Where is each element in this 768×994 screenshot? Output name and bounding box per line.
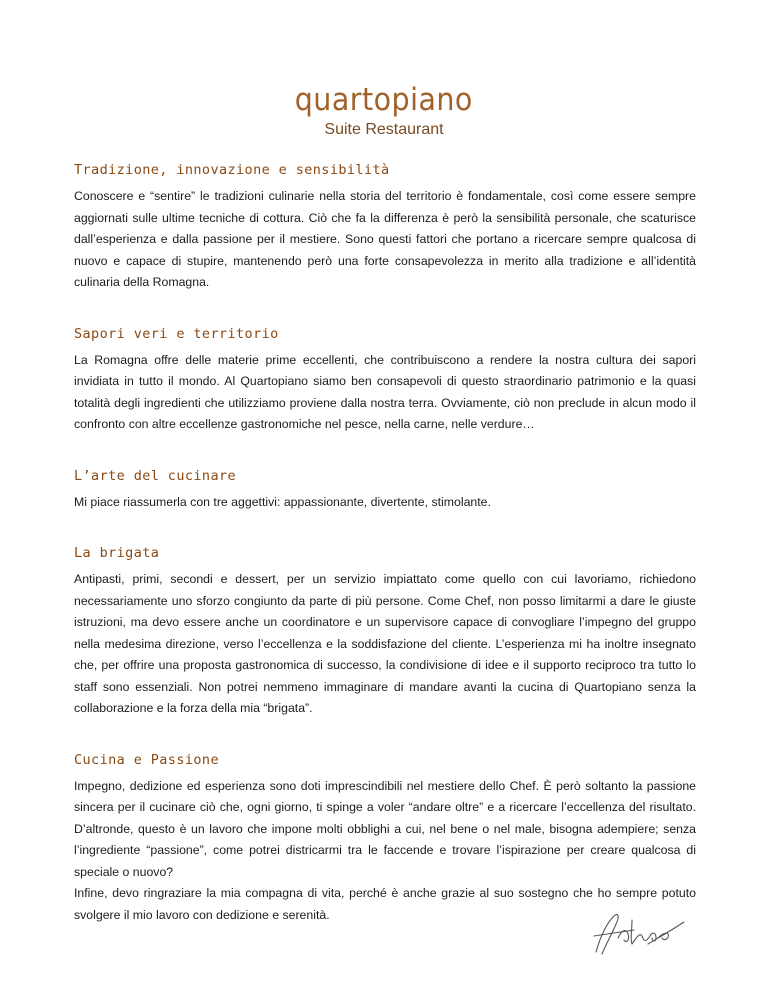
- section-brigata: [74, 543, 696, 720]
- page-header: [0, 82, 768, 140]
- logo: quartopiano: [294, 82, 474, 118]
- section-heading: Sapori veri e territorio: [74, 325, 279, 342]
- section-paragraph: Impegno, dedizione ed esperienza sono doti imprescindibili nel mestiere dello Chef. È però soltanto la passione sincera per il cucinare ciò che, ogni giorno, ti spinge a voler “andare oltre” e a ricercare l’eccellenza del risultato. D’altronde, questo è un lavoro che impone molti obblighi a cui, nel bene o nel male, bisogna adempiere; senza l’ingrediente “passione”, come potrei districarmi tra le faccende e trovare l’ispirazione per creare qualcosa di speciale o nuovo?: [74, 778, 696, 879]
- logo-subtitle: Suite Restaurant: [324, 121, 444, 138]
- section-heading: La brigata: [74, 545, 160, 561]
- section-paragraph: Conoscere e “sentire” le tradizioni culinarie nella storia del territorio è fondamentale, così come essere sempre aggiornati sulle ultime tecniche di cottura. Ciò che fa la differenza è però la sensibilità personale, che scaturisce dall’esperienza e dalla passione per il mestiere. Sono questi fattori che portano a ricercare sempre qualcosa di nuovo e capace di stupire, mantenendo però una forte consapevolezza in merito alla tradizione e all’identità culinaria della Romagna.: [74, 189, 696, 289]
- section-paragraph: Mi piace riassumerla con tre aggettivi: appassionante, divertente, stimolante.: [74, 494, 491, 509]
- section-paragraph: La Romagna offre delle materie prime eccellenti, che contribuiscono a rendere la nostra cultura dei sapori invidiata in tutto il mondo. Al Quartopiano siamo ben consapevoli di questo straordinario patrimonio e la quasi totalità degli ingredienti che utilizziamo proviene dalla nostra terra. Ovviamente, ciò non preclude in alcun modo il confronto con altre eccellenze gastronomiche nel pesce, nella carne, nelle verdure…: [74, 352, 696, 431]
- section-paragraph: Infine, devo ringraziare la mia compagna di vita, perché è anche grazie al suo sostegno che ho sempre potuto svolgere il mio lavoro con dedizione e serenità.: [74, 886, 696, 922]
- section-tradizione: [74, 160, 696, 294]
- section-heading: Tradizione, innovazione e sensibilità: [74, 162, 390, 178]
- section-paragraph: Antipasti, primi, secondi e dessert, per un servizio impiattato come quello con cui lavoriamo, richiedono necessariamente uno sforzo congiunto da parte di più persone. Come Chef, non posso limitarmi a dare le giuste istruzioni, ma devo essere anche un coordinatore e un supervisore capace di convogliare l’impegno del gruppo nella medesima direzione, verso l’eccellenza e la soddisfazione del cliente. L’esperienza mi ha inoltre insegnato che, per offrire una proposta gastronomica di successo, la condivisione di idee e il supporto reciproco tra tutto lo staff sono essenziali. Non potrei nemmeno immaginare di mandare avanti la cucina di Quartopiano senza la collaborazione e la forza della mia “brigata”.: [74, 572, 696, 715]
- section-heading: Cucina e Passione: [74, 751, 219, 768]
- main-content: [74, 160, 696, 956]
- section-passione: [74, 750, 696, 927]
- section-heading: L’arte del cucinare: [74, 467, 237, 484]
- section-arte: [74, 466, 696, 514]
- section-sapori: [74, 324, 696, 436]
- handwritten-signature-icon: [588, 908, 688, 958]
